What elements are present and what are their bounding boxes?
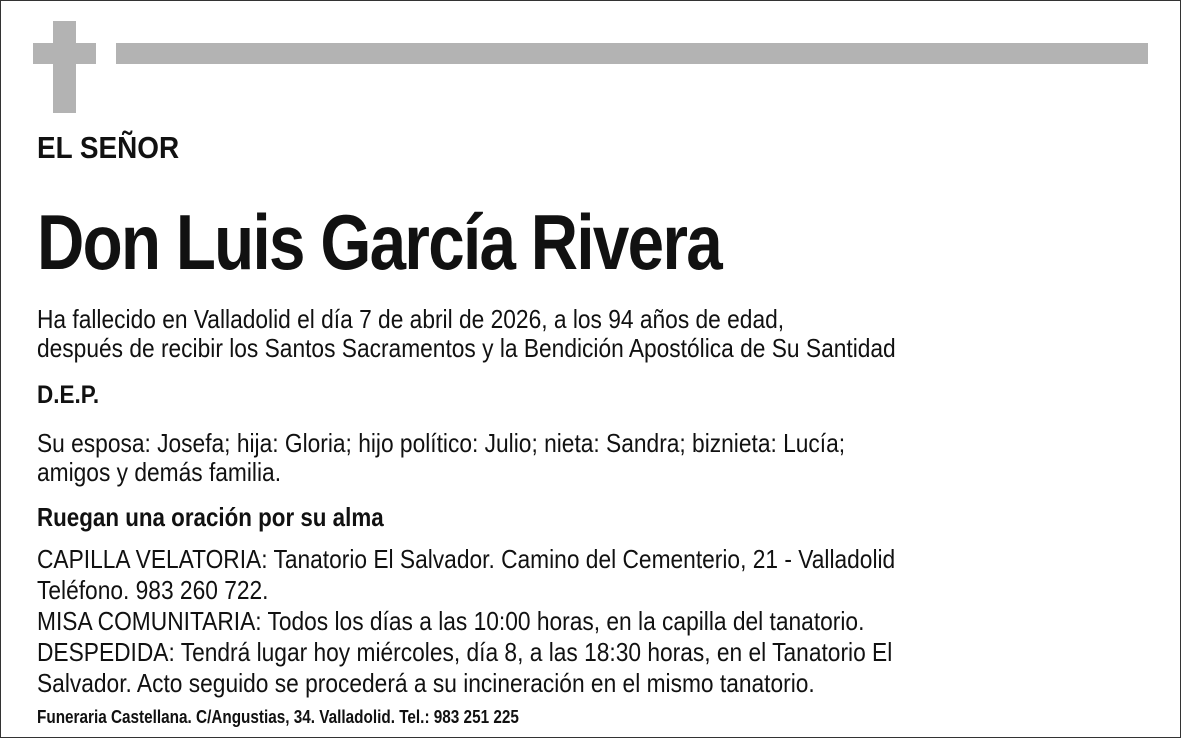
announcement bbox=[37, 305, 896, 363]
service-line: CAPILLA VELATORIA: Tanatorio El Salvador. Camino del Cementerio, 21 - Valladolid bbox=[37, 544, 896, 574]
funeral-home-footer: Funeraria Castellana. C/Angustias, 34. Valladolid. Tel.: 983 251 225 bbox=[37, 707, 519, 727]
service-line: DESPEDIDA: Tendrá lugar hoy miércoles, día 8, a las 18:30 horas, en el Tanatorio El bbox=[37, 637, 893, 667]
cross-vertical bbox=[53, 21, 76, 113]
prayer-request: Ruegan una oración por su alma bbox=[37, 502, 384, 532]
service-line: MISA COMUNITARIA: Todos los días a las 10:00 horas, en la capilla del tanatorio. bbox=[37, 606, 865, 636]
dep-label: D.E.P. bbox=[37, 381, 100, 409]
title-prefix: EL SEÑOR bbox=[37, 130, 180, 165]
service-line: Teléfono. 983 260 722. bbox=[37, 575, 269, 605]
family-line: Su esposa: Josefa; hija: Gloria; hijo político: Julio; nieta: Sandra; biznieta: Lucía; bbox=[37, 428, 846, 458]
family-list bbox=[37, 429, 845, 487]
family-line: amigos y demás familia. bbox=[37, 457, 282, 487]
service-details bbox=[37, 544, 895, 699]
cross-horizontal bbox=[33, 43, 96, 64]
header-rule bbox=[116, 43, 1148, 64]
deceased-name: Don Luis García Rivera bbox=[37, 198, 722, 286]
announcement-line: después de recibir los Santos Sacramentos y la Bendición Apostólica de Su Santidad bbox=[37, 333, 896, 363]
service-line: Salvador. Acto seguido se procederá a su incineración en el mismo tanatorio. bbox=[37, 668, 815, 698]
announcement-line: Ha fallecido en Valladolid el día 7 de abril de 2026, a los 94 años de edad, bbox=[37, 304, 785, 334]
